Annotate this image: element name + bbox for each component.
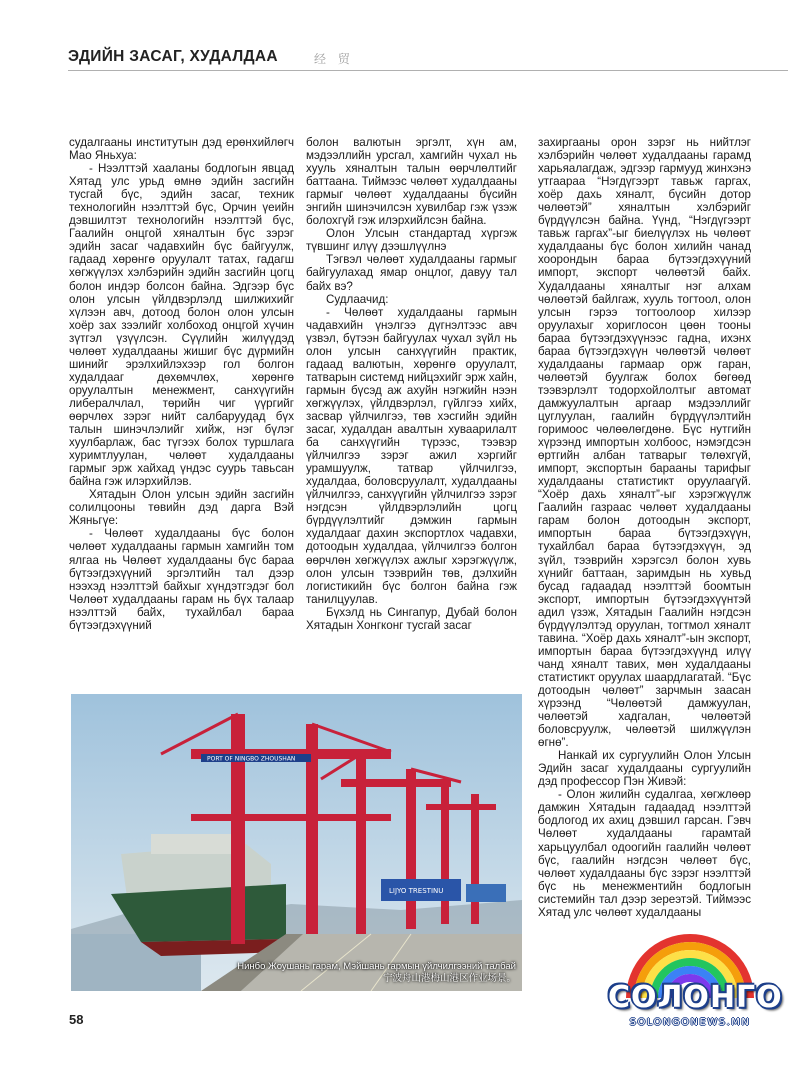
paragraph: захиргааны орон зэрэг нь нийтлэг хэлбэрийн чөлөөт худалдааны гарамд харьяалагдаж, эдгээр гармууд жинхэнэ утгаараа “Нэгдүгээрт тавьж гаргах, хоёр дахь хяналт, бүсийн дотор чөлөөтэй” хяналтын хэлбэрийг бүрдүүлсэн байна. Үүнд, “Нэгдүгээрт тавьж гаргах”-ыг биелүүлэх нь чөлөөт худалдааны бүс болон хилийн чанад хоорондын бараа бүтээгдэхүүний импорт, экспорт чөлөөтэй байх. Худалдааны хяналтыг нэг алхам чөлөөтэй байлгаж, хууль тогтоол, олон улсын гэрээ тогтоолоор хилээр оруулахыг хориглосон цөөн тооны бараа бүтээгдэхүүнээс гадна, ихэнх бараа бүтээгдэхүүн чөлөөтэй чөлөөт худалдааны гармаар орж гаран, чөлөөтэй буулгаж болох бөгөөд тээвэрлэлт тодорхойлолтыг автомат дамжуулалтын аргаар мэдээллийг цуглуулан, гаалийн бүрдүүлэлтийн горимоос чөлөөлөгдөнө. Бүс нутгийн хүрээнд импортын холбоос, нэмэгдсэн өртгийн албан татварыг төлөхгүй, импорт, экспортын барааны тарифыг худалдааны статистикт оруулаагүй. “Хоёр дахь хяналт”-ыг хэрэгжүүлж Гаалийн газраас чөлөөт худалдааны гарам болон дотоодын экспорт, импортын бараа бүтээгдэхүүн, тухайлбал бараа бүтээгдэхүүн, эд зүйл, тээврийн хэрэгсэл болон хувь хүнийг баттаан, заримдын нь хувьд бусад гадаадад нээлттэй боомтын экспорт, импортын бүтээгдэхүүнтэй адил үзэж, Хятадын Гаалийн нэгдсэн бүрдүүлэлтэд оруулан, тогтмол хяналт тавина. “Хоёр дахь хяналт”-ын экспорт, импортын бараа бүтээгдэхүүнд илүү чанд хяналт тавих, мөн худалдааны статистикт оруулах шаардлагатай. “Бүс дотоодын чөлөөт” зарчмын заасан хүрээнд “Чөлөөтэй дамжуулан, чөлөөтэй хадгалан, чөлөөтэй боловсруулж, чөлөөтэй шилжүүлэн өгнө”.: [538, 136, 751, 750]
article-column-3: [538, 136, 751, 919]
section-title: ЭДИЙН ЗАСАГ, ХУДАЛДАА: [68, 48, 278, 65]
container-label: LIJYO TRESTINU: [389, 887, 444, 895]
caption-chinese: 宁波舟山港梅山港区作业场景。: [382, 973, 516, 984]
solongo-logo: [600, 918, 783, 1048]
section-subheading: Олон Улсын стандартад хүргэж түвшинг илүү дээшлүүлнэ: [306, 227, 517, 254]
paragraph: судалгааны институтын дэд ерөнхийлөгч Мао Яньхуа:: [69, 136, 294, 163]
paragraph: Тэгвэл чөлөөт худалдааны гармыг байгуулахад ямар онцлог, давуу тал байх вэ?: [306, 253, 517, 293]
port-photo: [71, 694, 522, 991]
paragraph: Нанкай их сургуулийн Олон Улсын Эдийн засаг худалдааны сургуулийн дэд профессор Пэн Живэй:: [538, 749, 751, 789]
article-column-2: [306, 136, 517, 632]
port-illustration: [71, 694, 522, 991]
paragraph: Судлаачид:: [326, 292, 389, 306]
section-header: [68, 44, 788, 71]
logo-wordmark: СОЛОНГО: [608, 980, 783, 1015]
photo-caption: [237, 961, 516, 985]
paragraph: - Нээлттэй хааланы бодлогын явцад Хятад улс урьд өмнө эдийн засгийн тусгай бүс, эдийн засаг, техник технологийн нээлттэй бүс, Орчин үеийн дэвшилтэт технологийн нээлттэй бүс, Гаалийн онцгой хяналтын бүс зэрэг эдийн засаг чадавхийн бүс байгуулж, гадаад хөрөнгө оруулалт татах, гадагш хөгжүүлэх хэлбэрийн эдийн засгийн цогц болон индэр болсон байна. Эдгээр бүс олон улсын үйлдвэрлэлд шилжихийг хүлээн авч, дотоод болон олон улсын хоёр зах зээлийг холбоход онцгой хүчин зүтгэл үзүүлсэн. Сүүлийн жилүүдэд чөлөөт худалдааны жишиг бүс дүрмийн шинийг эрэлхийлэхээр гол болгон худалдааг дөхөмчлөх, хөрөнгө оруулалтын менежмент, санхүүгийн либералчлал, төрийн чиг үүргийг өөрчлөх зэрэг нийт салбаруудад бүх талын шинэчлэлийг хийж, нэг бүлэг хуулбарлаж, бас түгээх болох туршлага хуримтлуулан, чөлөөт худалдааны гармыг эрж хайхад үндэс суурь тавьсан байна гэж илэрхийлэв.: [69, 162, 294, 489]
caption-mongolian: Нинбо Жоушань гарам, Мэйшань гармын үйлчилгээний талбай: [237, 961, 516, 972]
paragraph: - Чөлөөт худалдааны бүс болон чөлөөт худалдааны гармын хамгийн том ялгаа нь Чөлөөт худалдааны бүс бараа бүтээгдэхүүний эргэлтийн тал дээр нээхэд нээлттэй байхыг хүндэтгэдэг бол Чөлөөт худалдааны гарам нь бүх талаар нээлттэй байх, тухайлбал бараа бүтээгдэхүүний: [69, 527, 294, 632]
logo-url: SOLONGONEWS.MN: [629, 1017, 751, 1028]
paragraph: Хятадын Олон улсын эдийн засгийн солилцооны төвийн дэд дарга Вэй Жяньгүе:: [69, 488, 294, 528]
section-subtitle-chinese: 经 贸: [314, 52, 354, 66]
paragraph: Бүхэлд нь Сингапур, Дубай болон Хятадын Хонгконг тусгай засаг: [306, 605, 517, 632]
page-number: 58: [69, 1012, 84, 1027]
article-column-1: [69, 136, 294, 632]
crane-sign: PORT OF NINGBO ZHOUSHAN: [207, 755, 296, 763]
paragraph: - Олон жилийн судалгаа, хөгжлөөр дамжин Хятадын гадаадад нээлттэй бодлогод их ахиц дэвшил гарсан. Гэвч Чөлөөт худалдааны гарамтай харьцуулбал одоогийн гаалийн чөлөөт бүс, гаалийн нэгдсэн чөлөөт бүс, чөлөөт худалдааны бүс зэрэг нээлттэй бүс нь менежментийн бодлогын системийн тал дээр зереэтэй. Тиймээс Хятад улс чөлөөт худалдааны: [538, 788, 751, 919]
paragraph: болон валютын эргэлт, хүн ам, мэдээллийн урсгал, хамгийн чухал нь хууль хяналтын талын өөрчлөлтийг баттаана. Тиймээс чөлөөт худалдааны гармыг чөлөөт худалдааны бүсийн энгийн шинэчилсэн хувилбар гэж үзэж болохгүй гэж илэрхийлсэн байна.: [306, 136, 517, 228]
paragraph: - Чөлөөт худалдааны гармын чадавхийн үнэлгээ дүгнэлтээс авч үзвэл, бүтээн байгуулах чухал зүйл нь олон улсын санхүүгийн практик, гадаад валютын, хөрөнгө оруулалт, татварын системд нийцэхийг эрж хайн, гармын бүсэд аж ахуйн нэгжийн нээн хөгжүүлэх, үйлдвэрлэл, гүйлгээ хийх, засвар үйлчилгээ, төв хэсгийн эдийн засаг, худалдан авалтын хуваарилалт ба санхүүгийн түрээс, тээвэр үйлчилгээ зэрэг ажил хэргийг урамшуулж, татвар үйлчилгээ, худалдаа, боловсруулалт, худалдааны үйлчилгээ, санхүүгийн үйлчилгээ зэрэг нэгдсэн үйлдвэрлэлийн цогц бүрдүүлэлтийг дэмжин гармын худалдааг дахин экспортлох чадавхи, дотоодын худалдаа, үйлчилгээ болгон өөрчлөн хөгжүүлэх ажлыг хэрэгжүүлж, олон улсын тээврийн төв, дэлхийн логистикийн бүс болгон байна гэж танилцуулав.: [306, 305, 517, 606]
